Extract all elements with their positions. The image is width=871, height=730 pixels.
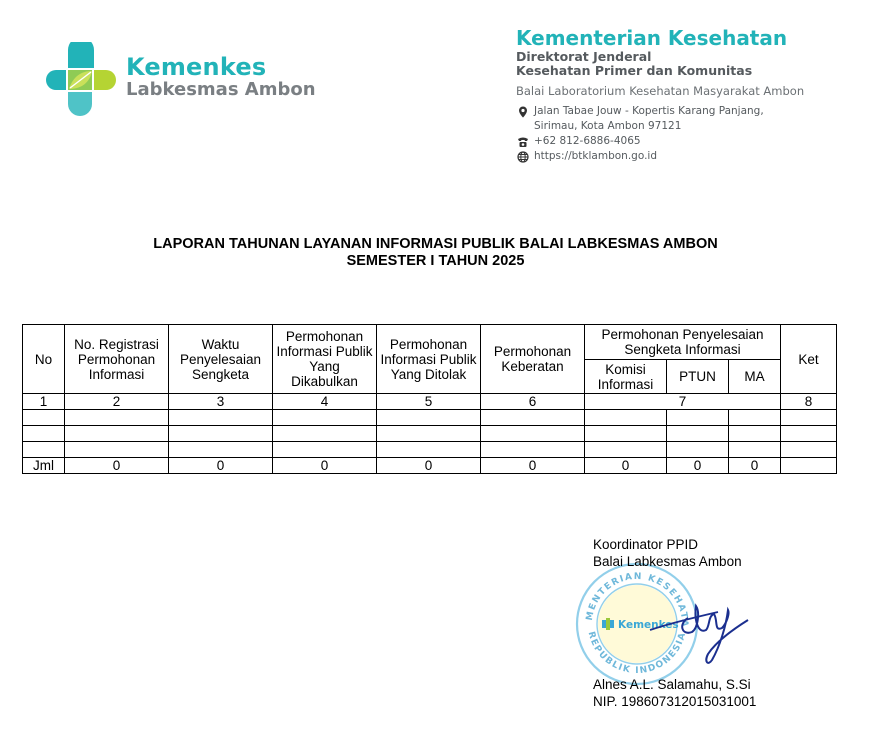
address-line-1: Jalan Tabae Jouw - Kopertis Karang Panjang, <box>534 105 764 117</box>
table-cell <box>377 410 481 426</box>
table-cell <box>23 442 65 458</box>
report-title-line-1: LAPORAN TAHUNAN LAYANAN INFORMASI PUBLIK BALAI LABKESMAS AMBON <box>153 236 718 252</box>
column-number: 6 <box>481 394 585 410</box>
header-ma: MA <box>729 360 781 394</box>
column-number: 1 <box>23 394 65 410</box>
brand-name: Kemenkes <box>126 53 267 81</box>
total-cell: 0 <box>169 458 273 474</box>
column-number-row <box>23 394 837 410</box>
stamp-text-bottom: REPUBLIK INDONESIA <box>585 630 689 677</box>
location-pin-icon <box>517 106 529 118</box>
signer-role: Koordinator PPID <box>593 537 699 552</box>
signature-block <box>593 536 756 710</box>
header-keberatan: Permohonan Keberatan <box>481 325 585 394</box>
table-cell <box>169 442 273 458</box>
report-title-line-2: SEMESTER I TAHUN 2025 <box>346 253 525 269</box>
column-number: 5 <box>377 394 481 410</box>
signer-nip: NIP. 198607312015031001 <box>593 694 757 709</box>
table-cell <box>729 410 781 426</box>
table-cell <box>65 410 169 426</box>
kemenkes-cross-logo-icon <box>42 42 122 118</box>
table-cell <box>23 426 65 442</box>
table-row <box>23 426 837 442</box>
total-cell: 0 <box>667 458 729 474</box>
total-cell: 0 <box>65 458 169 474</box>
table-cell <box>781 426 837 442</box>
phone-icon <box>517 136 529 148</box>
table-cell <box>667 442 729 458</box>
table-cell <box>585 410 667 426</box>
org-unit: Balai Laboratorium Kesehatan Masyarakat Ambon <box>516 84 805 98</box>
table-cell <box>65 426 169 442</box>
table-cell <box>585 442 667 458</box>
total-cell: 0 <box>273 458 377 474</box>
total-cell: 0 <box>377 458 481 474</box>
column-number: 4 <box>273 394 377 410</box>
header-dikabulkan: Permohonan Informasi Publik Yang Dikabulkan <box>273 325 377 394</box>
total-row <box>23 458 837 474</box>
table-cell <box>481 426 585 442</box>
header-registrasi: No. Registrasi Permohonan Informasi <box>65 325 169 394</box>
table-cell <box>667 410 729 426</box>
table-cell <box>481 410 585 426</box>
header-komisi: Komisi Informasi <box>585 360 667 394</box>
header-ditolak: Permohonan Informasi Publik Yang Ditolak <box>377 325 481 394</box>
stamp-text-top: MENTERIAN KESEHATA <box>584 571 690 628</box>
table-cell <box>585 426 667 442</box>
table-cell <box>23 410 65 426</box>
website-item <box>516 149 804 164</box>
contact-list <box>516 104 804 164</box>
website-url[interactable]: https://btklambon.go.id <box>534 150 657 162</box>
table-cell <box>729 442 781 458</box>
header-row-1 <box>23 325 837 360</box>
column-number: 3 <box>169 394 273 410</box>
phone-number: +62 812-6886-4065 <box>534 135 641 147</box>
header-waktu: Waktu Penyelesaian Sengketa <box>169 325 273 394</box>
table-cell <box>169 426 273 442</box>
table-cell <box>481 442 585 458</box>
column-number: 2 <box>65 394 169 410</box>
org-division: Kesehatan Primer dan Komunitas <box>516 63 753 78</box>
address-item <box>516 104 804 134</box>
table-cell <box>781 410 837 426</box>
brand-block <box>126 54 316 100</box>
phone-item <box>516 134 804 149</box>
table-cell <box>273 442 377 458</box>
table-cell <box>169 410 273 426</box>
signer-office: Balai Labkesmas Ambon <box>593 554 742 569</box>
total-cell: 0 <box>481 458 585 474</box>
table-cell <box>667 426 729 442</box>
report-title <box>0 236 871 270</box>
signer-name: Alnes A.L. Salamahu, S.Si <box>593 677 751 692</box>
header-ket: Ket <box>781 325 837 394</box>
header-no: No <box>23 325 65 394</box>
table-row <box>23 442 837 458</box>
column-number: 8 <box>781 394 837 410</box>
stamp-logo-text: Kemenkes <box>618 619 679 631</box>
total-cell: 0 <box>729 458 781 474</box>
total-cell: 0 <box>585 458 667 474</box>
table-cell <box>377 426 481 442</box>
total-label: Jml <box>23 458 65 474</box>
header-ptun: PTUN <box>667 360 729 394</box>
header-sengketa: Permohonan Penyelesaian Sengketa Informasi <box>585 325 781 360</box>
table-row <box>23 410 837 426</box>
table-cell <box>781 442 837 458</box>
total-cell-ket <box>781 458 837 474</box>
table-cell <box>729 426 781 442</box>
organization-block <box>516 26 804 164</box>
column-number: 7 <box>585 394 781 410</box>
address-line-2: Sirimau, Kota Ambon 97121 <box>534 120 682 132</box>
table-cell <box>273 426 377 442</box>
table-cell <box>377 442 481 458</box>
report-table <box>22 324 837 474</box>
globe-icon <box>517 151 529 163</box>
brand-subtitle: Labkesmas Ambon <box>126 79 316 100</box>
org-directorate: Direktorat Jenderal <box>516 49 652 64</box>
org-title: Kementerian Kesehatan <box>516 26 788 50</box>
table-cell <box>273 410 377 426</box>
table-cell <box>65 442 169 458</box>
